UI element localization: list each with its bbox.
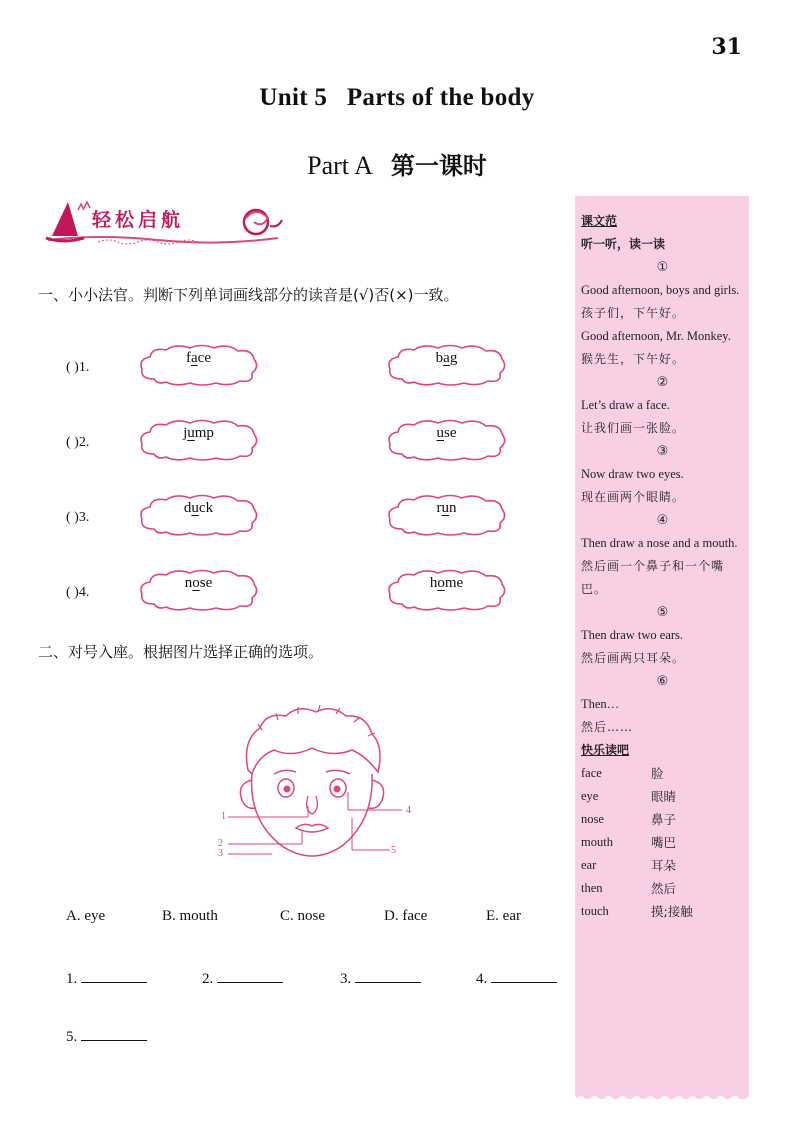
dialogue-line-en: Then draw two ears. xyxy=(581,628,684,642)
word-cloud xyxy=(136,343,261,387)
dialogue-line-cn: 现在画两个眼睛。 xyxy=(581,490,686,504)
dialogue-line-cn: 让我们画一张脸。 xyxy=(581,421,686,435)
dialogue-line-num: ② xyxy=(656,375,669,390)
vocab-english: face xyxy=(581,766,602,780)
vocab-chinese: 鼻子 xyxy=(651,812,677,827)
option-c: C. nose xyxy=(280,908,325,924)
word-text: use xyxy=(436,425,457,441)
word-cloud xyxy=(136,418,261,462)
vocab-chinese: 耳朵 xyxy=(651,858,677,873)
dialogue-line-cn: 然后…… xyxy=(581,720,634,734)
vocab-english: ear xyxy=(581,858,597,872)
word-text: face xyxy=(186,350,211,366)
sidebar-dialogue xyxy=(581,256,744,739)
word-cloud xyxy=(384,493,509,537)
sidebar-vocab-title: 快乐读吧 xyxy=(581,743,630,757)
answer-blank-2[interactable]: ( )2. xyxy=(66,435,90,450)
dialogue-line-en: Let’s draw a face. xyxy=(581,398,670,412)
word-text: nose xyxy=(184,575,213,591)
answer-blank-3[interactable]: ( )3. xyxy=(66,510,90,525)
figure-label-3: 3 xyxy=(218,848,223,859)
part-title xyxy=(0,146,794,181)
dialogue-line-cn: 猴先生，下午好。 xyxy=(581,352,686,366)
sidebar-content xyxy=(581,210,744,923)
word-text: bag xyxy=(435,350,458,366)
word-cloud xyxy=(384,568,509,612)
vocab-chinese: 然后 xyxy=(651,881,677,896)
vocab-chinese: 眼睛 xyxy=(651,789,677,804)
banner-title: 轻松启航 xyxy=(92,209,185,231)
vocab-row xyxy=(581,831,744,854)
vocab-chinese: 摸;接触 xyxy=(651,904,693,919)
vocab-row xyxy=(581,854,744,877)
answer-line-4[interactable]: 4. xyxy=(476,970,557,988)
dialogue-line-en: Now draw two eyes. xyxy=(581,467,684,481)
sidebar-vocab-list xyxy=(581,762,744,923)
word-text: jump xyxy=(183,425,214,441)
vocab-english: nose xyxy=(581,812,604,826)
sidebar-section-title: 课文范 xyxy=(581,214,618,228)
dialogue-line-cn: 孩子们，下午好。 xyxy=(581,306,686,320)
option-a: A. eye xyxy=(66,908,106,924)
answer-blank-1[interactable]: ( )1. xyxy=(66,360,90,375)
part-title-cn: 第一课时 xyxy=(390,152,487,180)
option-d: D. face xyxy=(384,908,428,924)
boy-face-illustration xyxy=(212,700,412,870)
page-number: 31 xyxy=(711,34,742,60)
vocab-english: mouth xyxy=(581,835,613,849)
answer-line-2[interactable]: 2. xyxy=(202,970,283,988)
dialogue-line-num: ④ xyxy=(656,513,669,528)
word-cloud xyxy=(384,418,509,462)
option-e: E. ear xyxy=(486,908,521,924)
dialogue-line-num: ⑤ xyxy=(656,605,669,620)
dialogue-line-en: Then… xyxy=(581,697,620,711)
word-cloud xyxy=(384,343,509,387)
vocab-row xyxy=(581,785,744,808)
vocab-chinese: 嘴巴 xyxy=(651,835,677,850)
vocab-english: touch xyxy=(581,904,609,918)
figure-label-4: 4 xyxy=(406,805,411,816)
answer-line-1[interactable]: 1. xyxy=(66,970,147,988)
sidebar-section-subtitle: 听一听，读一读 xyxy=(581,237,666,251)
dialogue-line-en: Then draw a nose and a mouth. xyxy=(581,536,738,550)
vocab-row xyxy=(581,808,744,831)
dialogue-line-num: ③ xyxy=(656,444,669,459)
word-text: run xyxy=(436,500,457,516)
word-text: home xyxy=(429,575,464,591)
vocab-row xyxy=(581,762,744,785)
dialogue-line-en: Good afternoon, Mr. Monkey. xyxy=(581,329,731,343)
answer-blank-4[interactable]: ( )4. xyxy=(66,585,90,600)
word-cloud xyxy=(136,568,261,612)
figure-label-5: 5 xyxy=(391,845,396,856)
answer-line-5[interactable]: 5. xyxy=(66,1028,147,1046)
unit-title: Unit 5 Parts of the body xyxy=(259,84,535,111)
vocab-chinese: 脸 xyxy=(651,766,664,781)
dialogue-line-cn: 然后画两只耳朵。 xyxy=(581,651,686,665)
dialogue-line-en: Good afternoon, boys and girls. xyxy=(581,283,740,297)
part-title-en: Part A xyxy=(307,151,373,180)
vocab-english: eye xyxy=(581,789,599,803)
question-1-instruction: 一、小小法官。判断下列单词画线部分的读音是(√)否(×)一致。 xyxy=(38,286,459,304)
vocab-english: then xyxy=(581,881,603,895)
question-2-instruction: 二、对号入座。根据图片选择正确的选项。 xyxy=(38,643,324,661)
vocab-row xyxy=(581,900,744,923)
dialogue-line-num: ① xyxy=(656,260,669,275)
word-text: duck xyxy=(183,500,214,516)
dialogue-line-cn: 然后画一个鼻子和一个嘴巴。 xyxy=(581,559,725,596)
vocab-row xyxy=(581,877,744,900)
figure-label-1: 1 xyxy=(221,811,226,822)
figure-label-2: 2 xyxy=(218,838,223,849)
answer-line-3[interactable]: 3. xyxy=(340,970,421,988)
dialogue-line-num: ⑥ xyxy=(656,674,669,689)
word-cloud xyxy=(136,493,261,537)
sidebar-bottom-wave xyxy=(575,1080,749,1104)
option-b: B. mouth xyxy=(162,908,218,924)
